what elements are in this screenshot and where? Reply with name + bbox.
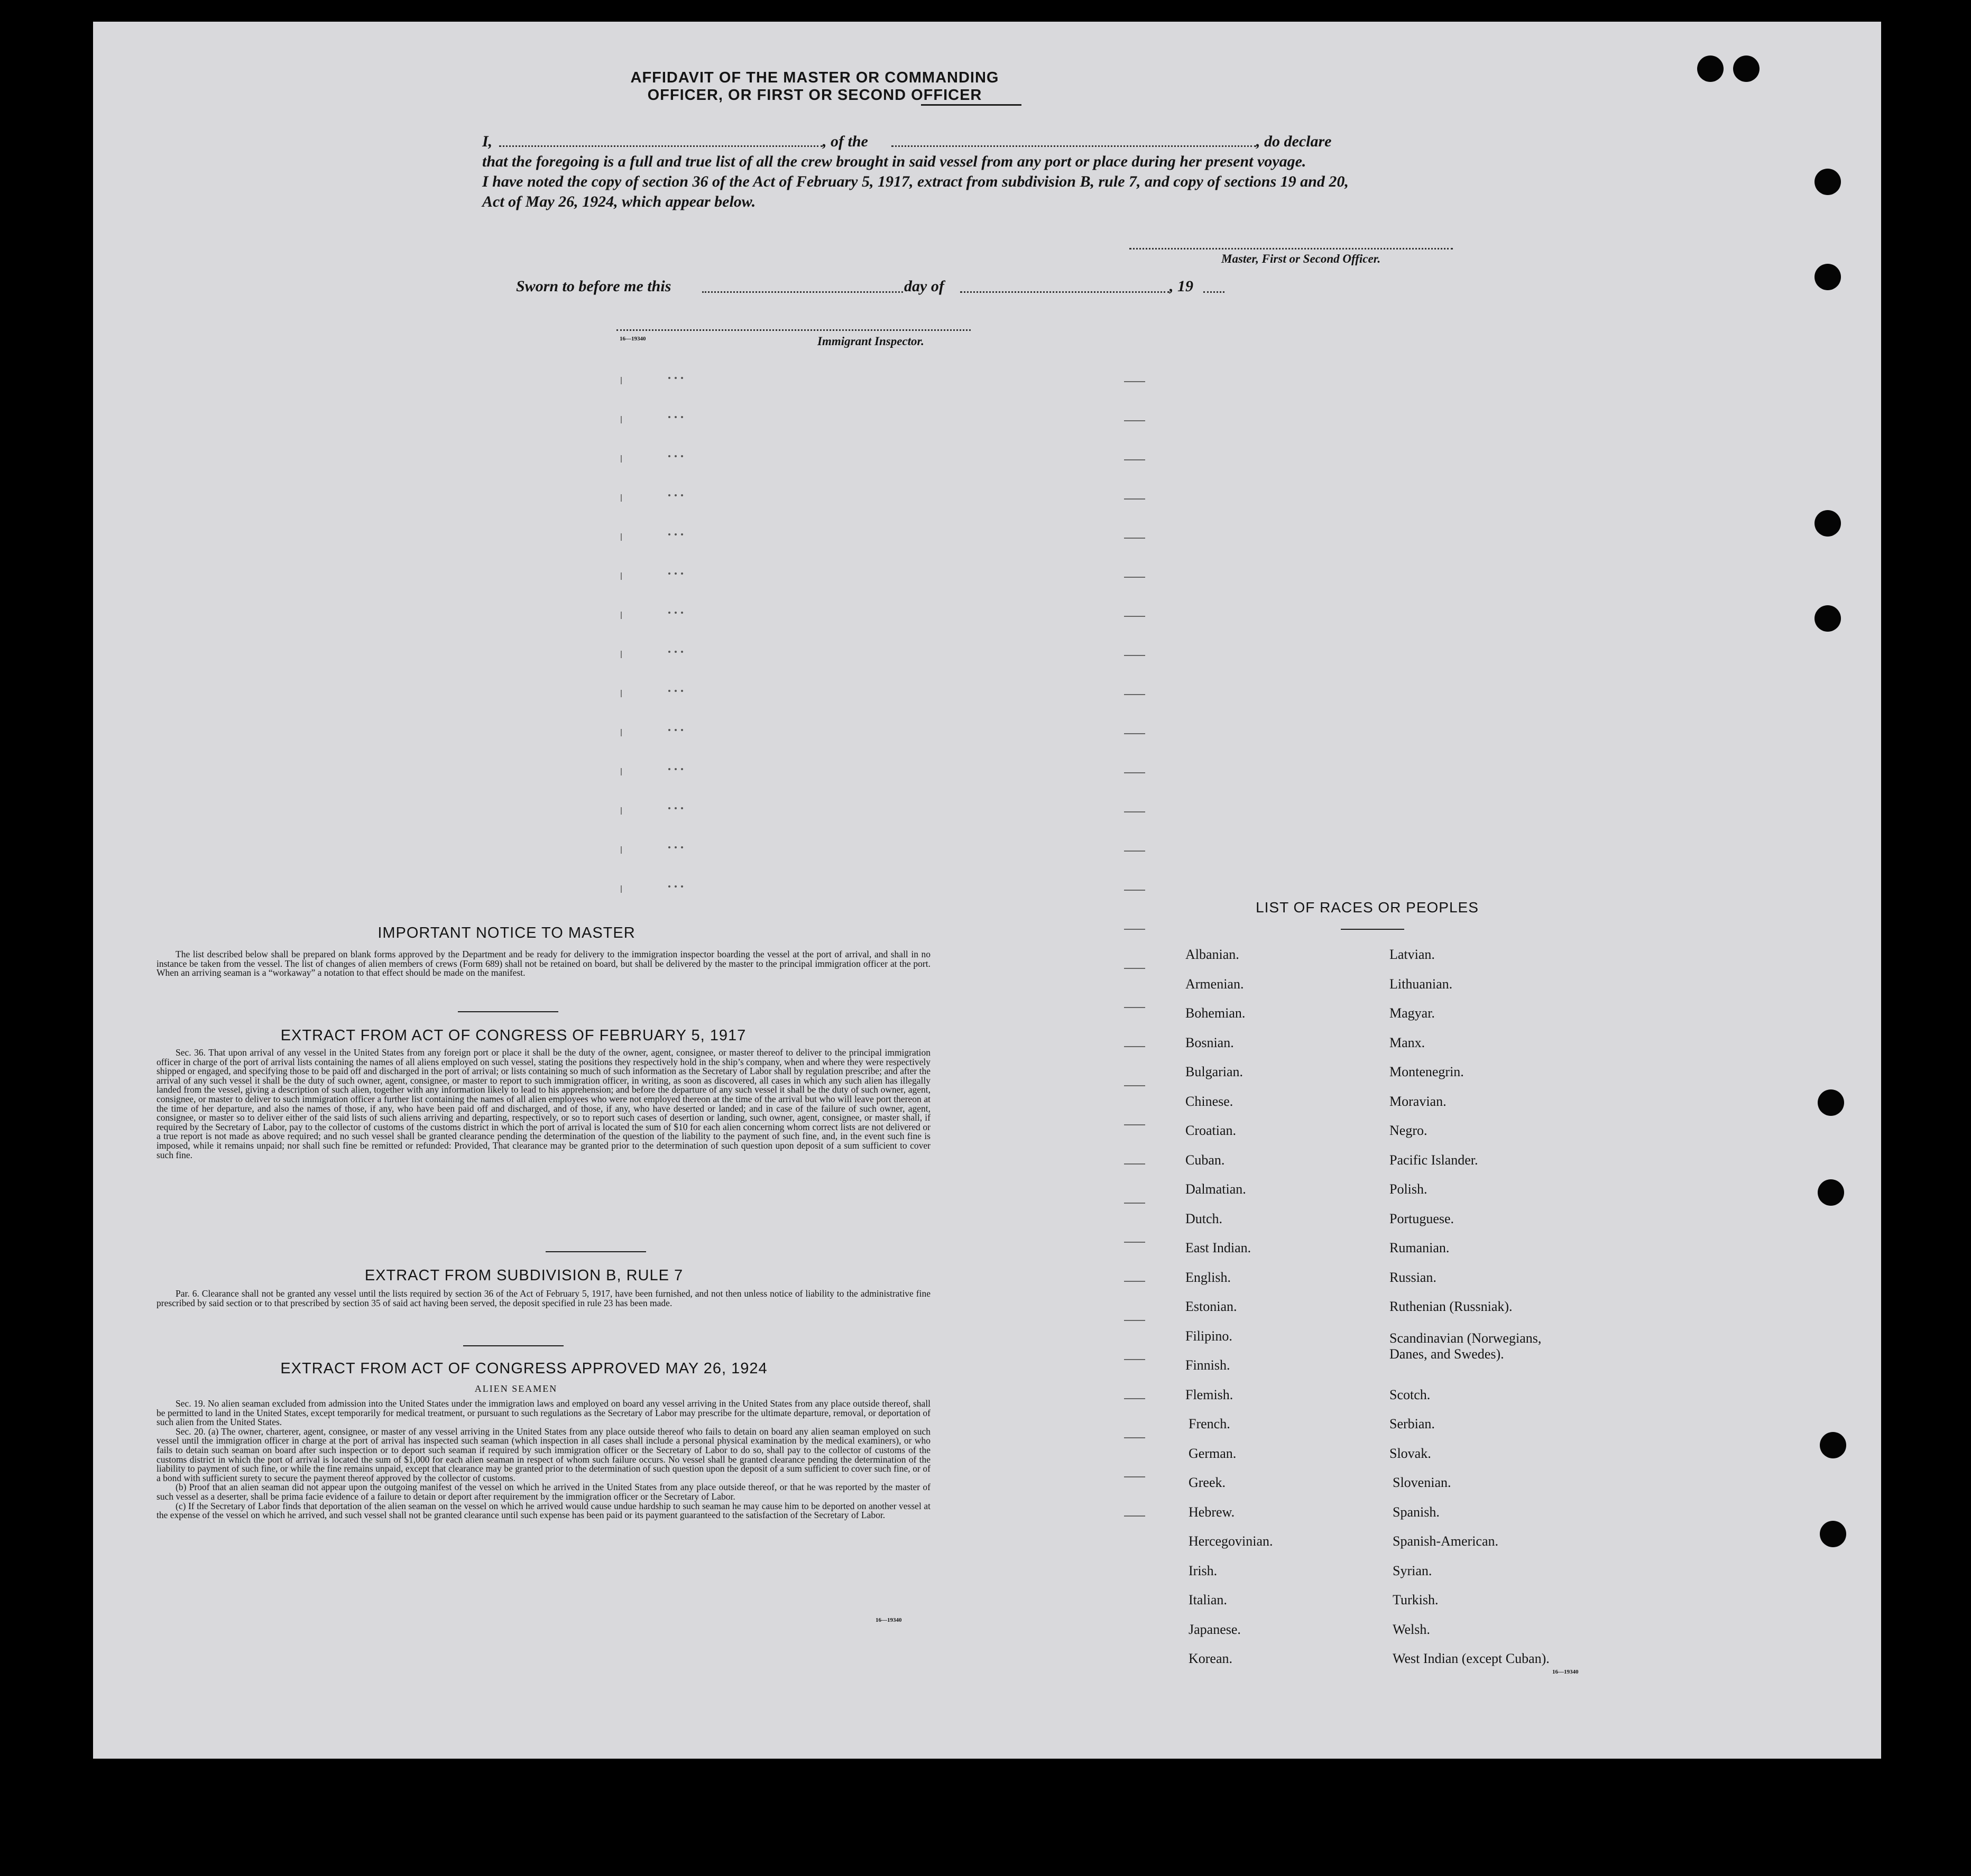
race-item: Irish. bbox=[1189, 1563, 1218, 1578]
guide-dash bbox=[1124, 1515, 1145, 1517]
guide-tick bbox=[621, 768, 622, 775]
race-item: Latvian. bbox=[1389, 947, 1435, 962]
day-blank bbox=[702, 291, 903, 293]
race-item: Greek. bbox=[1189, 1475, 1226, 1490]
race-item: Scandinavian (Norwegians, Danes, and Swedes). bbox=[1389, 1330, 1542, 1362]
race-item: Turkish. bbox=[1393, 1592, 1439, 1607]
race-item: Hercegovinian. bbox=[1189, 1533, 1273, 1549]
race-item: Korean. bbox=[1189, 1651, 1233, 1666]
affidavit-of-the: , of the bbox=[823, 133, 868, 150]
extract-1924-title: EXTRACT FROM ACT OF CONGRESS APPROVED MAY 26, 1924 bbox=[280, 1360, 768, 1377]
guide-dash bbox=[1124, 1437, 1145, 1438]
guide-dash bbox=[1124, 381, 1145, 382]
punch-hole bbox=[1733, 56, 1760, 82]
guide-tick bbox=[621, 572, 622, 580]
guide-dot bbox=[681, 416, 683, 418]
race-item: Japanese. bbox=[1189, 1621, 1241, 1637]
guide-dot bbox=[681, 885, 683, 888]
title-underline bbox=[921, 104, 1021, 106]
guide-dot bbox=[675, 690, 677, 692]
extract-rule7-divider bbox=[463, 1345, 564, 1346]
year-blank bbox=[1203, 291, 1224, 293]
punch-hole bbox=[1818, 1179, 1844, 1206]
guide-tick bbox=[621, 377, 622, 384]
guide-dash bbox=[1124, 420, 1145, 421]
race-item: Bosnian. bbox=[1185, 1034, 1234, 1050]
race-item: Manx. bbox=[1389, 1034, 1425, 1050]
guide-dot bbox=[681, 572, 683, 575]
affidavit-i: I, bbox=[482, 133, 493, 150]
extract-1917-title: EXTRACT FROM ACT OF CONGRESS OF FEBRUARY 5, 1917 bbox=[280, 1027, 747, 1044]
guide-dash bbox=[1124, 498, 1145, 500]
guide-dot bbox=[675, 651, 677, 653]
guide-dot bbox=[668, 612, 670, 614]
race-item: Negro. bbox=[1389, 1123, 1427, 1138]
guide-dot bbox=[681, 377, 683, 379]
guide-dash bbox=[1124, 929, 1145, 930]
guide-dot bbox=[675, 416, 677, 418]
race-item: Finnish. bbox=[1185, 1357, 1230, 1373]
affidavit-title: AFFIDAVIT OF THE MASTER OR COMMANDING OFFICER, OR FIRST OR SECOND OFFICER bbox=[630, 69, 999, 104]
race-item: Estonian. bbox=[1185, 1299, 1237, 1314]
race-item: Dalmatian. bbox=[1185, 1181, 1246, 1197]
section-19-paragraph: Sec. 19. No alien seaman excluded from admission into the United States under the immigration laws and employed on board any vessel arriving in the United States from any place outside thereof, shall be permitted to land in the United States, except temporarily for medical treatment, or pursuant to such regulations as the Secretary of Labor may prescribe for the ultimate departure, removal, or deportation of such alien from the United States. bbox=[156, 1398, 931, 1428]
guide-dot bbox=[668, 455, 670, 457]
notice-title: IMPORTANT NOTICE TO MASTER bbox=[377, 925, 635, 941]
guide-dash bbox=[1124, 1398, 1145, 1399]
guide-dot bbox=[681, 533, 683, 535]
guide-dash bbox=[1124, 577, 1145, 578]
race-item: Moravian. bbox=[1389, 1093, 1447, 1109]
rule7-paragraph: Par. 6. Clearance shall not be granted any vessel until the lists required by section 36 of the Act of February 5, 1917, have been furnished, and not then unless notice of liability to the administrative fine prescribed by said section or to that prescribed by section 35 of said act having been served, the deposit specified in rule 23 has been made. bbox=[156, 1288, 931, 1308]
affidavit-line3: I have noted the copy of section 36 of the Act of February 5, 1917, extract from subdivision B, rule 7, and copy of sections 19 and 20, bbox=[482, 173, 1349, 190]
guide-tick bbox=[621, 885, 622, 893]
race-item: Polish. bbox=[1389, 1181, 1427, 1197]
guide-dot bbox=[668, 572, 670, 575]
year-label: , 19 bbox=[1169, 278, 1193, 295]
section-20b-paragraph: (b) Proof that an alien seaman did not appear upon the outgoing manifest of the vessel on which he arrived in the United States from any place outside thereof, or that he was reported by the master of such vessel as a deserter, shall be prima facie evidence of a failure to detain or deport after requirement by the immigration officer or the Secretary of Labor. bbox=[156, 1482, 931, 1502]
race-item: Scotch. bbox=[1389, 1387, 1431, 1402]
section-36-paragraph: Sec. 36. That upon arrival of any vessel in the United States from any foreign port or place it shall be the duty of the owner, agent, consignee, or master thereof to deliver to the principal immigration officer in charge of the port of arrival lists containing the names of all aliens employed on such vessel, stating the positions they respectively hold in the ship’s company, when and where they were respectively shipped or engaged, and specifying those to be paid off and discharged in the port of arrival; or lists containing so much of such information as the Secretary of Labor shall by regulation prescribe; and after the arrival of any such vessel it shall be the duty of such owner, agent, consignee, or master to report to such immigration officer, in writing, as soon as discovered, all cases in which any such alien has illegally landed from the vessel, giving a description of such alien, together with any information likely to lead to his apprehension; and before the departure of any such vessel it shall be the duty of such owner, agent, consignee, or master to deliver to such immigration officer a further list containing the names of all alien employees who were not employed thereon at the time of the arrival but who will leave port thereon at the time of her departure, and also the names of those, if any, who have been paid off and discharged, and of those, if any, who have deserted or landed; and in case of the failure of such owner, agent, consignee, or master so to deliver either of the said lists of such aliens arriving and departing, respectively, or so to report such cases of desertion or landing, such owner, agent, consignee, or master shall, if required by the Secretary of Labor, pay to the collector of customs of the customs district in which the port of arrival is located the sum of $10 for each alien concerning whom correct lists are not delivered or a true report is not made as above required; and no such vessel shall be granted clearance pending the determination of the question of the liability to the payment of such fine, and, in the event such fine is imposed, while it remains unpaid; nor shall such fine be remitted or refunded: Provided, That clearance may be granted prior to the determination of such question upon deposit of a sum sufficient to cover such fine. bbox=[156, 1047, 931, 1160]
race-item: Bohemian. bbox=[1185, 1005, 1246, 1021]
race-item: Chinese. bbox=[1185, 1093, 1233, 1109]
race-item: Dutch. bbox=[1185, 1210, 1223, 1226]
guide-dot bbox=[681, 455, 683, 457]
guide-dash bbox=[1124, 851, 1145, 852]
extract-rule7-title: EXTRACT FROM SUBDIVISION B, RULE 7 bbox=[364, 1267, 684, 1284]
guide-dash bbox=[1124, 811, 1145, 812]
guide-dot bbox=[668, 846, 670, 848]
day-of-label: day of bbox=[904, 278, 944, 295]
guide-dot bbox=[675, 729, 677, 731]
extract-1917-text bbox=[156, 1048, 931, 1160]
race-item: Cuban. bbox=[1185, 1152, 1225, 1168]
punch-hole bbox=[1815, 605, 1841, 632]
guide-dash bbox=[1124, 459, 1145, 460]
races-title: LIST OF RACES OR PEOPLES bbox=[1256, 899, 1479, 916]
race-item: Slovenian. bbox=[1393, 1475, 1451, 1490]
race-item: Albanian. bbox=[1185, 947, 1239, 962]
guide-dot bbox=[681, 807, 683, 809]
guide-dash bbox=[1124, 655, 1145, 656]
guide-dot bbox=[668, 651, 670, 653]
guide-dash bbox=[1124, 1124, 1145, 1125]
guide-tick bbox=[621, 494, 622, 502]
race-item: Magyar. bbox=[1389, 1005, 1435, 1021]
punch-hole bbox=[1818, 1089, 1844, 1116]
guide-tick bbox=[621, 455, 622, 463]
extract-1924-text bbox=[156, 1399, 931, 1520]
guide-tick bbox=[621, 729, 622, 736]
affidavit-declare: , do declare bbox=[1256, 133, 1332, 150]
guide-dash bbox=[1124, 1163, 1145, 1165]
guide-dot bbox=[668, 768, 670, 770]
name-blank bbox=[499, 145, 823, 147]
race-item: Bulgarian. bbox=[1185, 1064, 1244, 1079]
section-20a-paragraph: Sec. 20. (a) The owner, charterer, agent, consignee, or master of any vessel arriving in the United States from any place outside thereof who fails to detain on board any alien seaman employed on such vessel until the immigration officer in charge at the port of arrival has inspected such seaman (which inspection in all cases shall include a personal physical examination by the medical examiners), or who fails to detain such seaman on board after such inspection or to deport such seaman if required by such immigration officer or the Secretary of Labor to do so, shall pay to the collector of customs of the customs district in which the port of arrival is located the sum of $1,000 for each alien seaman in respect of whom such failure occurs. No vessel shall be granted clearance pending the determination of the liability to payment of such fine, or while the fine remains unpaid, except that clearance may be granted prior to the determination of such question upon the deposit of a sum sufficient to cover such fine, or of a bond with sufficient surety to secure the payment thereof approved by the collector of customs. bbox=[156, 1426, 931, 1483]
guide-tick bbox=[621, 690, 622, 697]
race-item: Russian. bbox=[1389, 1269, 1436, 1285]
notice-text bbox=[156, 950, 931, 978]
extract-form-no: 16—19340 bbox=[876, 1617, 902, 1623]
race-item: West Indian (except Cuban). bbox=[1393, 1651, 1550, 1666]
guide-dot bbox=[668, 533, 670, 535]
race-item: Spanish. bbox=[1393, 1504, 1440, 1520]
master-label: Master, First or Second Officer. bbox=[1221, 252, 1381, 265]
guide-dot bbox=[668, 416, 670, 418]
guide-dash bbox=[1124, 1007, 1145, 1008]
races-form-no: 16—19340 bbox=[1552, 1669, 1579, 1675]
guide-dot bbox=[675, 885, 677, 888]
inspector-label: Immigrant Inspector. bbox=[817, 335, 924, 348]
guide-dot bbox=[675, 455, 677, 457]
extract-1917-divider bbox=[546, 1251, 646, 1252]
guide-dot bbox=[675, 533, 677, 535]
guide-dot bbox=[668, 690, 670, 692]
affidavit-line2: that the foregoing is a full and true list of all the crew brought in said vessel from any port or place during her present voyage. bbox=[482, 153, 1306, 170]
race-item: Montenegrin. bbox=[1389, 1064, 1464, 1079]
race-item: Syrian. bbox=[1393, 1563, 1432, 1578]
guide-tick bbox=[621, 612, 622, 619]
guide-dot bbox=[668, 377, 670, 379]
race-item: Pacific Islander. bbox=[1389, 1152, 1478, 1168]
guide-dash bbox=[1124, 1320, 1145, 1321]
guide-dot bbox=[675, 807, 677, 809]
guide-dash bbox=[1124, 1085, 1145, 1086]
guide-dot bbox=[675, 377, 677, 379]
document-page bbox=[93, 22, 1881, 1759]
guide-tick bbox=[621, 651, 622, 658]
guide-tick bbox=[621, 416, 622, 423]
guide-dot bbox=[681, 494, 683, 496]
extract-rule7-text bbox=[156, 1289, 931, 1308]
vessel-blank bbox=[891, 145, 1256, 147]
guide-dot bbox=[681, 651, 683, 653]
race-item: Italian. bbox=[1189, 1592, 1227, 1607]
month-blank bbox=[960, 291, 1169, 293]
guide-dash bbox=[1124, 890, 1145, 891]
affidavit-line4: Act of May 26, 1924, which appear below. bbox=[482, 193, 756, 210]
race-item: Hebrew. bbox=[1189, 1504, 1235, 1520]
guide-dash bbox=[1124, 1242, 1145, 1243]
race-item: Slovak. bbox=[1389, 1445, 1431, 1461]
race-item: Serbian. bbox=[1389, 1416, 1435, 1431]
race-item: Filipino. bbox=[1185, 1328, 1232, 1344]
guide-dash bbox=[1124, 772, 1145, 773]
guide-dot bbox=[668, 885, 670, 888]
guide-dash bbox=[1124, 616, 1145, 617]
affidavit-form-no: 16—19340 bbox=[620, 336, 646, 342]
guide-dash bbox=[1124, 1359, 1145, 1360]
guide-dot bbox=[681, 846, 683, 848]
guide-dot bbox=[668, 494, 670, 496]
race-item: Flemish. bbox=[1185, 1387, 1233, 1402]
guide-dot bbox=[675, 846, 677, 848]
notice-divider bbox=[458, 1011, 558, 1012]
guide-dash bbox=[1124, 1203, 1145, 1204]
alien-seamen-subtitle: ALIEN SEAMEN bbox=[474, 1383, 558, 1394]
race-item: German. bbox=[1189, 1445, 1237, 1461]
punch-hole bbox=[1820, 1521, 1846, 1547]
race-item: English. bbox=[1185, 1269, 1231, 1285]
race-item: Croatian. bbox=[1185, 1123, 1237, 1138]
guide-dash bbox=[1124, 694, 1145, 695]
guide-tick bbox=[621, 846, 622, 854]
races-underline bbox=[1341, 929, 1404, 930]
guide-dot bbox=[675, 612, 677, 614]
guide-dot bbox=[668, 729, 670, 731]
guide-dot bbox=[681, 729, 683, 731]
guide-tick bbox=[621, 807, 622, 815]
guide-dot bbox=[675, 494, 677, 496]
guide-dash bbox=[1124, 968, 1145, 969]
punch-hole bbox=[1820, 1432, 1846, 1458]
guide-dot bbox=[668, 807, 670, 809]
race-item: Portuguese. bbox=[1389, 1210, 1454, 1226]
notice-paragraph: The list described below shall be prepared on blank forms approved by the Department and be ready for delivery to the immigration inspector boarding the vessel at the port of arrival, and shall in no instance be taken from the vessel. The list of changes of alien members of crews (Form 689) shall not be retained on board, but shall be delivered by the master to the principal immigration officer at the port. When an arriving seaman is a “workaway” a notation to that effect should be made on the manifest. bbox=[156, 949, 931, 978]
race-item: East Indian. bbox=[1185, 1240, 1251, 1255]
guide-dot bbox=[681, 768, 683, 770]
guide-tick bbox=[621, 533, 622, 541]
race-item: Spanish-American. bbox=[1393, 1533, 1499, 1549]
guide-dot bbox=[681, 612, 683, 614]
guide-dash bbox=[1124, 1476, 1145, 1477]
inspector-blank bbox=[616, 329, 971, 331]
race-item: Rumanian. bbox=[1389, 1240, 1450, 1255]
guide-dash bbox=[1124, 538, 1145, 539]
race-item: French. bbox=[1189, 1416, 1230, 1431]
race-item: Ruthenian (Russniak). bbox=[1389, 1299, 1513, 1314]
sworn-label: Sworn to before me this bbox=[516, 278, 671, 295]
signature-blank bbox=[1129, 248, 1453, 249]
punch-hole bbox=[1815, 169, 1841, 195]
guide-dot bbox=[675, 768, 677, 770]
punch-hole bbox=[1815, 264, 1841, 290]
guide-dot bbox=[675, 572, 677, 575]
race-item: Welsh. bbox=[1393, 1621, 1430, 1637]
guide-dot bbox=[681, 690, 683, 692]
guide-dash bbox=[1124, 1281, 1145, 1282]
punch-hole bbox=[1697, 56, 1724, 82]
race-item: Lithuanian. bbox=[1389, 976, 1453, 992]
guide-dash bbox=[1124, 1046, 1145, 1047]
punch-hole bbox=[1815, 510, 1841, 537]
guide-dash bbox=[1124, 733, 1145, 734]
section-20c-paragraph: (c) If the Secretary of Labor finds that deportation of the alien seaman on the vessel on which he arrived would cause undue hardship to such seaman he may cause him to be deported on another vessel at the expense of the vessel on which he arrived, and such vessel shall not be granted clearance until such expense has been paid or its payment guaranteed to the satisfaction of the Secretary of Labor. bbox=[156, 1500, 931, 1521]
race-item: Armenian. bbox=[1185, 976, 1244, 992]
